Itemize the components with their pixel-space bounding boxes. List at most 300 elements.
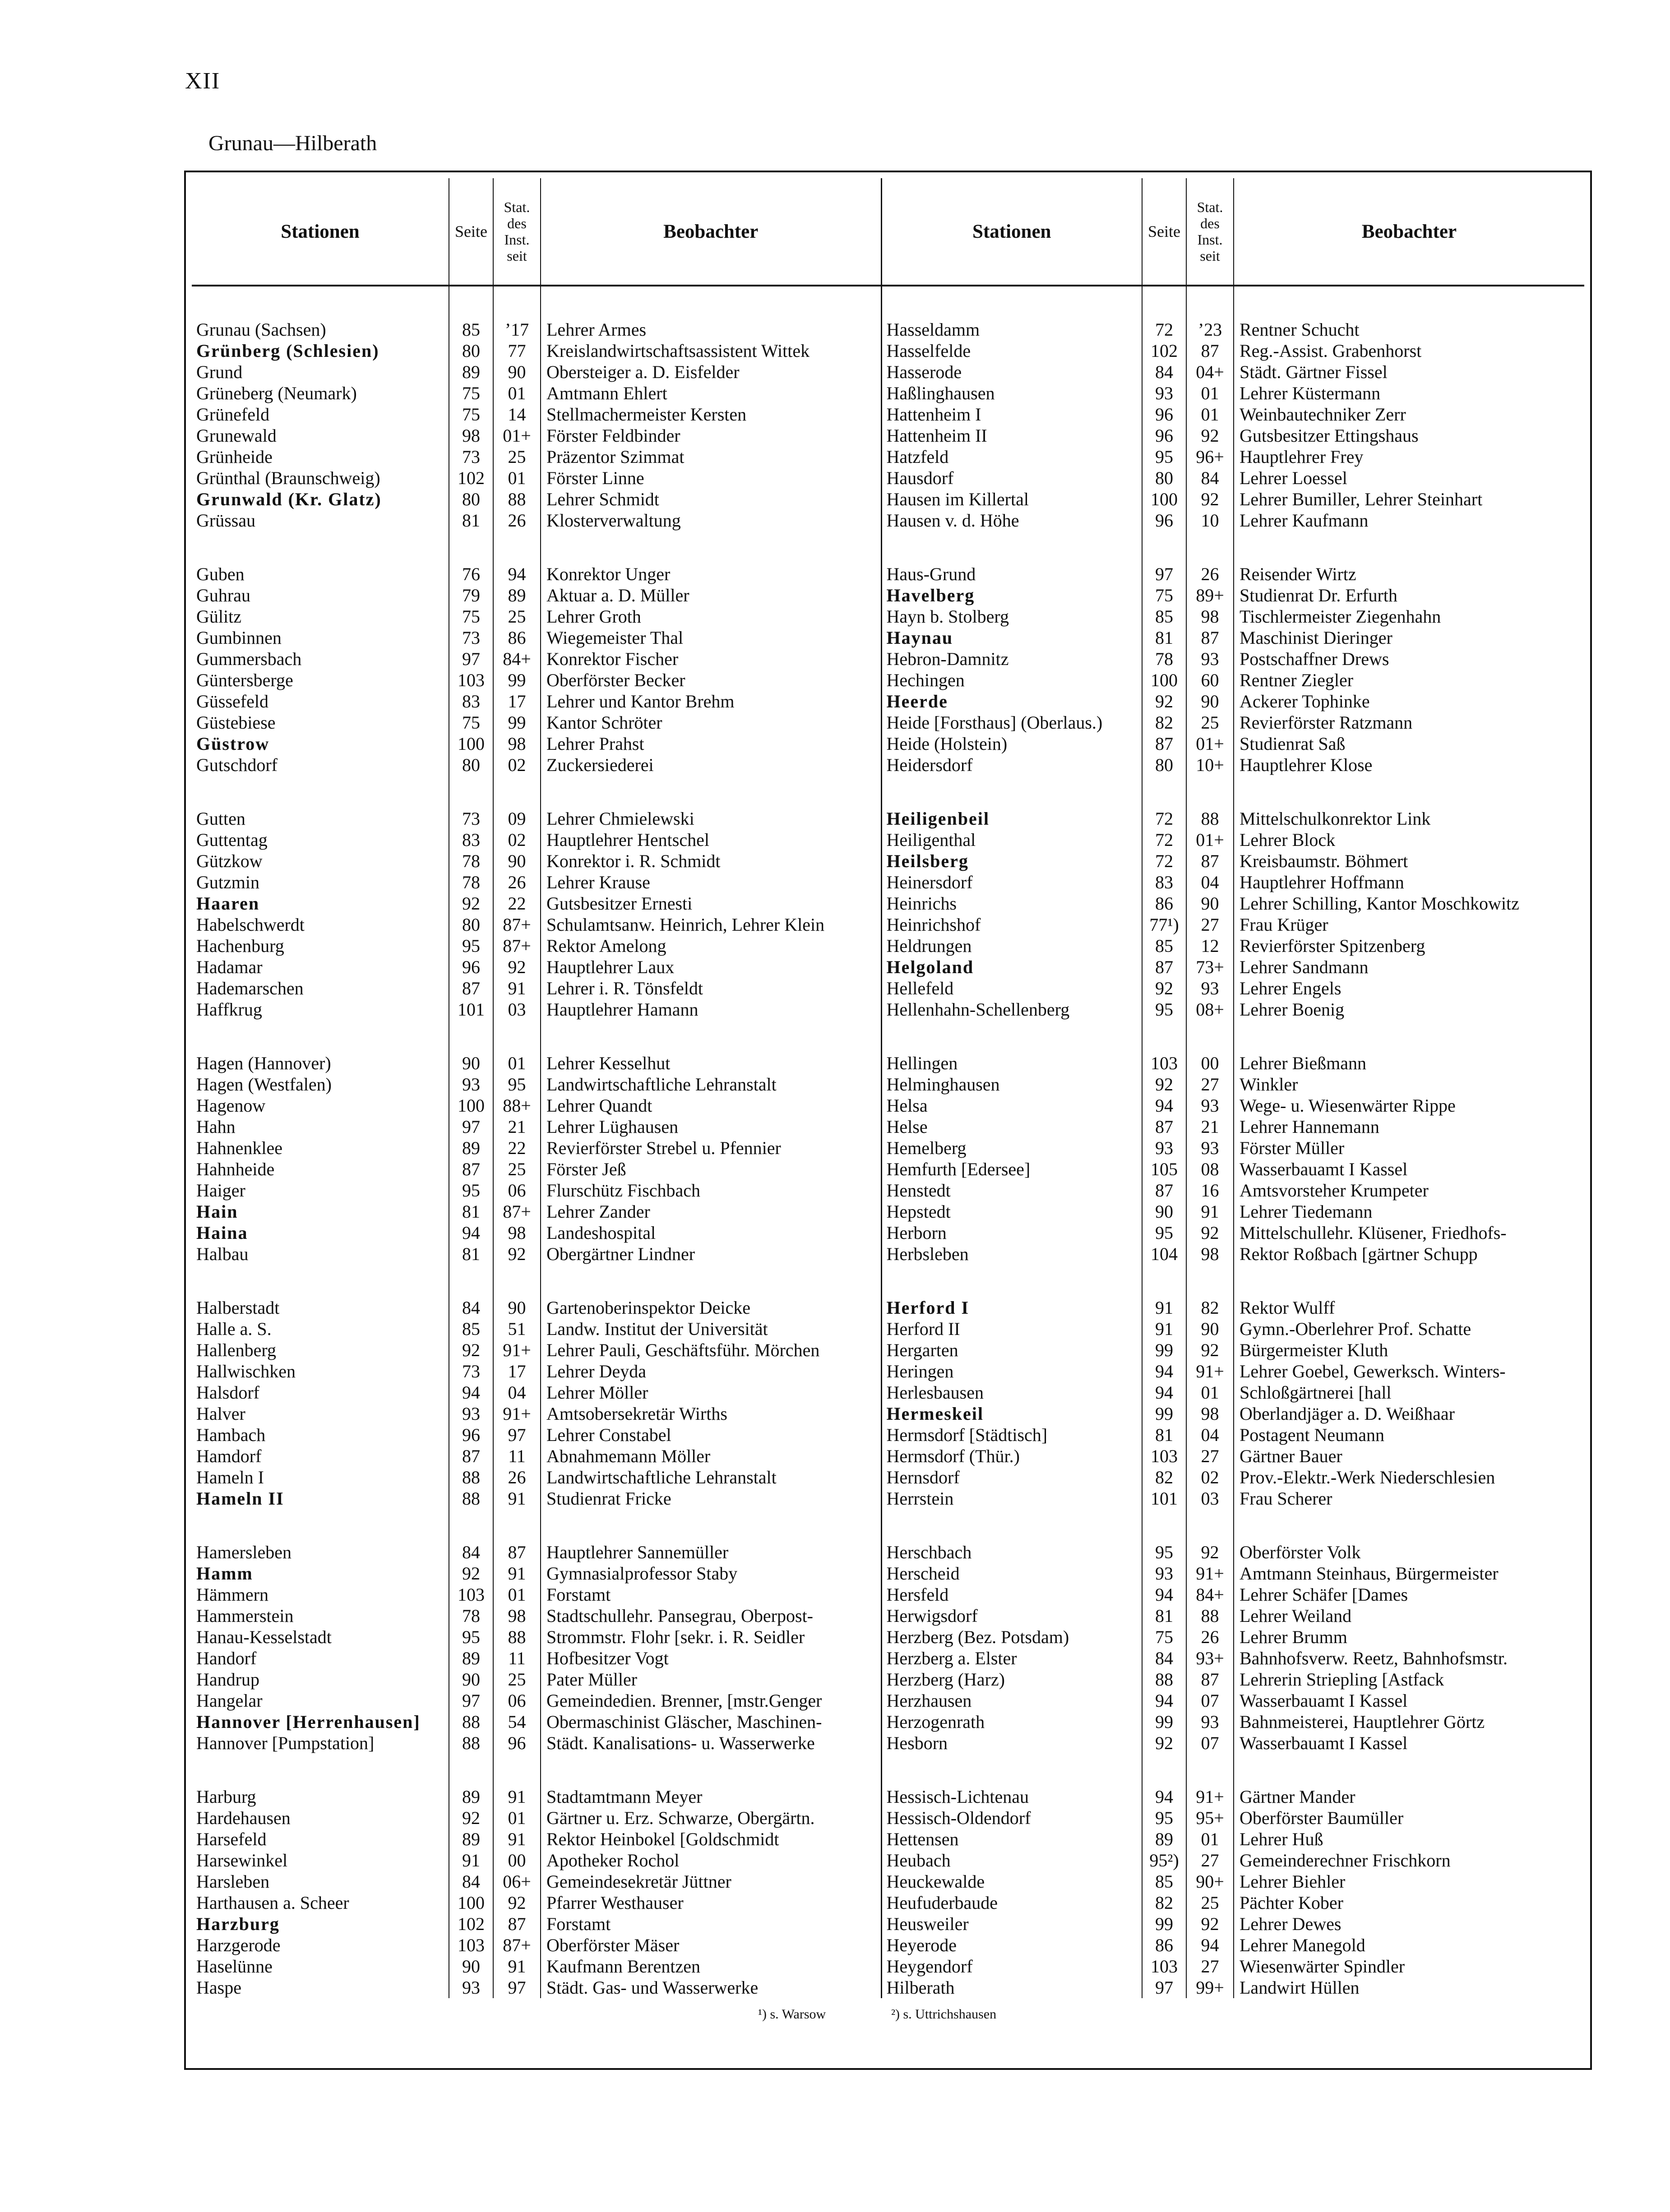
right-page-cell: 100	[1142, 670, 1186, 691]
right-since-cell: 10+	[1186, 754, 1234, 776]
left-station-cell: Hamdorf	[192, 1445, 449, 1467]
left-since-cell: 99	[493, 670, 541, 691]
table-row	[192, 1159, 1584, 1180]
right-since-cell: 93+	[1186, 1648, 1234, 1669]
right-station-cell: Hebron-Damnitz	[881, 648, 1142, 670]
right-observer-cell: Lehrer Dewes	[1240, 1914, 1342, 1934]
left-page-cell: 92	[449, 1563, 493, 1584]
block-gap-row	[192, 1020, 1584, 1053]
left-since-cell: 87	[493, 1542, 541, 1563]
right-since-cell: 87	[1186, 627, 1234, 648]
table-row	[192, 1563, 1584, 1584]
left-page-cell: 89	[449, 1829, 493, 1850]
right-since-cell: 93	[1186, 648, 1234, 670]
left-page-cell: 89	[449, 361, 493, 383]
left-observer-cell: Lehrer Lüghausen	[541, 1116, 881, 1137]
right-station-cell: Herford I	[881, 1297, 1142, 1318]
left-station-cell: Halsdorf	[192, 1382, 449, 1403]
table-row	[192, 404, 1584, 425]
left-since-cell: 26	[493, 1467, 541, 1488]
table-row	[192, 1850, 1584, 1871]
right-station-cell: Heide (Holstein)	[881, 733, 1142, 754]
left-station-cell: Hadamar	[192, 956, 449, 978]
right-since-cell: 26	[1186, 563, 1234, 585]
left-since-cell: 92	[493, 1243, 541, 1265]
right-since-cell: 02	[1186, 1467, 1234, 1488]
table-row	[192, 1711, 1584, 1732]
right-page-cell: 72	[1142, 850, 1186, 872]
table-row	[192, 1807, 1584, 1829]
right-station-cell: Hattenheim II	[881, 425, 1142, 446]
left-page-cell: 94	[449, 1382, 493, 1403]
right-station-cell: Herzhausen	[881, 1690, 1142, 1711]
right-observer-cell: Mittelschullehr. Klüsener, Friedhofs-	[1240, 1223, 1507, 1243]
right-observer-cell: Lehrer Kaufmann	[1240, 510, 1369, 531]
right-observer-cell: Maschinist Dieringer	[1240, 628, 1392, 648]
right-since-cell: 25	[1186, 712, 1234, 733]
right-page-cell: 97	[1142, 1977, 1186, 1998]
right-since-cell: 98	[1186, 606, 1234, 627]
right-page-cell: 80	[1142, 754, 1186, 776]
left-page-cell: 84	[449, 1297, 493, 1318]
left-since-cell: 06	[493, 1690, 541, 1711]
left-page-cell: 94	[449, 1222, 493, 1243]
right-station-cell: Haus-Grund	[881, 563, 1142, 585]
left-page-cell: 87	[449, 1159, 493, 1180]
left-page-cell: 80	[449, 489, 493, 510]
left-station-cell: Hannover [Pumpstation]	[192, 1732, 449, 1754]
left-station-cell: Güstebiese	[192, 712, 449, 733]
right-page-cell: 87	[1142, 1180, 1186, 1201]
left-station-cell: Grünheide	[192, 446, 449, 467]
left-page-cell: 101	[449, 999, 493, 1020]
left-observer-cell: Studienrat Fricke	[541, 1488, 881, 1509]
left-observer-cell: Revierförster Strebel u. Pfennier	[541, 1137, 881, 1159]
right-station-cell: Heinrichshof	[881, 914, 1142, 935]
left-since-cell: 06	[493, 1180, 541, 1201]
right-observer-cell: Rentner Schucht	[1240, 319, 1360, 340]
left-station-cell: Güntersberge	[192, 670, 449, 691]
right-observer-cell: Wasserbauamt I Kassel	[1240, 1690, 1408, 1711]
left-since-cell: 98	[493, 1605, 541, 1626]
left-page-cell: 100	[449, 1892, 493, 1913]
right-station-cell: Herlesbausen	[881, 1382, 1142, 1403]
right-since-cell: 92	[1186, 1222, 1234, 1243]
left-observer-cell: Gartenoberinspektor Deicke	[541, 1297, 881, 1318]
left-observer-cell: Aktuar a. D. Müller	[541, 585, 881, 606]
header-observer-left: Beobachter	[541, 178, 881, 286]
right-observer-cell: Amtmann Steinhaus, Bürgermeister	[1240, 1563, 1499, 1584]
left-since-cell: 91+	[493, 1403, 541, 1424]
right-station-cell: Heygendorf	[881, 1956, 1142, 1977]
right-observer-cell: Oberförster Baumüller	[1240, 1808, 1404, 1828]
right-page-cell: 86	[1142, 1935, 1186, 1956]
right-station-cell: Hausen v. d. Höhe	[881, 510, 1142, 531]
right-since-cell: 21	[1186, 1116, 1234, 1137]
left-since-cell: 98	[493, 733, 541, 754]
left-observer-cell: Lehrer Krause	[541, 872, 881, 893]
right-observer-cell: Gärtner Bauer	[1240, 1446, 1342, 1466]
left-page-cell: 87	[449, 978, 493, 999]
left-station-cell: Haselünne	[192, 1956, 449, 1977]
table-row	[192, 1913, 1584, 1935]
right-page-cell: 99	[1142, 1339, 1186, 1361]
right-station-cell: Hersfeld	[881, 1584, 1142, 1605]
left-page-cell: 91	[449, 1850, 493, 1871]
left-observer-cell: Lehrer Armes	[541, 319, 881, 340]
left-station-cell: Habelschwerdt	[192, 914, 449, 935]
left-station-cell: Hain	[192, 1201, 449, 1222]
left-page-cell: 89	[449, 1786, 493, 1807]
running-head: Grunau—Hilberath	[208, 131, 377, 155]
right-page-cell: 93	[1142, 1563, 1186, 1584]
right-observer-cell: Städt. Gärtner Fissel	[1240, 362, 1388, 382]
right-page-cell: 82	[1142, 1892, 1186, 1913]
right-since-cell: 10	[1186, 510, 1234, 531]
table-row	[192, 383, 1584, 404]
left-since-cell: 88	[493, 489, 541, 510]
left-station-cell: Hannover [Herrenhausen]	[192, 1711, 449, 1732]
left-station-cell: Hallwischken	[192, 1361, 449, 1382]
left-observer-cell: Förster Jeß	[541, 1159, 881, 1180]
left-page-cell: 95	[449, 1180, 493, 1201]
right-page-cell: 84	[1142, 361, 1186, 383]
left-station-cell: Gülitz	[192, 606, 449, 627]
table-row	[192, 1669, 1584, 1690]
block-gap-row	[192, 1754, 1584, 1786]
right-observer-cell: Winkler	[1240, 1074, 1298, 1094]
left-since-cell: 04	[493, 1382, 541, 1403]
right-station-cell: Heufuderbaude	[881, 1892, 1142, 1913]
right-page-cell: 72	[1142, 319, 1186, 340]
right-page-cell: 85	[1142, 935, 1186, 956]
left-observer-cell: Lehrer Constabel	[541, 1424, 881, 1445]
left-station-cell: Harsewinkel	[192, 1850, 449, 1871]
right-page-cell: 95	[1142, 446, 1186, 467]
right-page-cell: 99	[1142, 1711, 1186, 1732]
table-row	[192, 935, 1584, 956]
left-page-cell: 93	[449, 1403, 493, 1424]
left-page-cell: 80	[449, 340, 493, 361]
left-station-cell: Hallenberg	[192, 1339, 449, 1361]
left-page-cell: 75	[449, 606, 493, 627]
right-page-cell: 92	[1142, 978, 1186, 999]
left-since-cell: 77	[493, 340, 541, 361]
right-page-cell: 94	[1142, 1786, 1186, 1807]
left-station-cell: Hardehausen	[192, 1807, 449, 1829]
table-row	[192, 563, 1584, 585]
right-observer-cell: Wasserbauamt I Kassel	[1240, 1159, 1408, 1179]
left-page-cell: 90	[449, 1669, 493, 1690]
left-observer-cell: Kreislandwirtschaftsassistent Wittek	[541, 340, 881, 361]
left-observer-cell: Klosterverwaltung	[541, 510, 881, 531]
table-row	[192, 712, 1584, 733]
left-since-cell: 21	[493, 1116, 541, 1137]
right-station-cell: Helsa	[881, 1095, 1142, 1116]
right-station-cell: Heide [Forsthaus] (Oberlaus.)	[881, 712, 1142, 733]
left-observer-cell: Hauptlehrer Hamann	[541, 999, 881, 1020]
left-station-cell: Gutschdorf	[192, 754, 449, 776]
right-station-cell: Hepstedt	[881, 1201, 1142, 1222]
left-observer-cell: Förster Linne	[541, 467, 881, 489]
table-row	[192, 606, 1584, 627]
right-observer-cell: Lehrer Tiedemann	[1240, 1201, 1373, 1222]
left-page-cell: 78	[449, 850, 493, 872]
left-station-cell: Hahn	[192, 1116, 449, 1137]
right-observer-cell: Förster Müller	[1240, 1138, 1345, 1158]
left-since-cell: 99	[493, 712, 541, 733]
block-gap-row	[192, 1265, 1584, 1297]
table-row	[192, 585, 1584, 606]
left-page-cell: 81	[449, 1201, 493, 1222]
right-page-cell: 102	[1142, 340, 1186, 361]
left-observer-cell: Lehrer Prahst	[541, 733, 881, 754]
right-page-cell: 99	[1142, 1403, 1186, 1424]
table-row	[192, 1467, 1584, 1488]
left-page-cell: 83	[449, 691, 493, 712]
left-station-cell: Hagen (Westfalen)	[192, 1074, 449, 1095]
left-since-cell: 88+	[493, 1095, 541, 1116]
left-station-cell: Haffkrug	[192, 999, 449, 1020]
right-since-cell: 93	[1186, 1095, 1234, 1116]
right-station-cell: Hesborn	[881, 1732, 1142, 1754]
left-station-cell: Grünberg (Schlesien)	[192, 340, 449, 361]
right-station-cell: Herbsleben	[881, 1243, 1142, 1265]
left-page-cell: 96	[449, 1424, 493, 1445]
right-station-cell: Hessisch-Oldendorf	[881, 1807, 1142, 1829]
left-observer-cell: Amtsobersekretär Wirths	[541, 1403, 881, 1424]
right-since-cell: 91	[1186, 1201, 1234, 1222]
right-page-cell: 77¹)	[1142, 914, 1186, 935]
left-since-cell: 95	[493, 1074, 541, 1095]
right-since-cell: 90+	[1186, 1871, 1234, 1892]
right-since-cell: 12	[1186, 935, 1234, 956]
table-row	[192, 1690, 1584, 1711]
right-station-cell: Herwigsdorf	[881, 1605, 1142, 1626]
right-since-cell: 01	[1186, 1829, 1234, 1850]
right-page-cell: 72	[1142, 829, 1186, 850]
right-since-cell: 93	[1186, 1137, 1234, 1159]
right-observer-cell: Oberlandjäger a. D. Weißhaar	[1240, 1404, 1455, 1424]
left-page-cell: 103	[449, 1935, 493, 1956]
header-observer-right: Beobachter	[1234, 178, 1584, 286]
left-observer-cell: Flurschütz Fischbach	[541, 1180, 881, 1201]
left-since-cell: 98	[493, 1222, 541, 1243]
right-station-cell: Herzogenrath	[881, 1711, 1142, 1732]
left-since-cell: 01+	[493, 425, 541, 446]
table-row	[192, 1488, 1584, 1509]
left-since-cell: 06+	[493, 1871, 541, 1892]
right-since-cell: 91+	[1186, 1786, 1234, 1807]
right-observer-cell: Rentner Ziegler	[1240, 670, 1354, 690]
right-since-cell: 98	[1186, 1243, 1234, 1265]
right-since-cell: 95+	[1186, 1807, 1234, 1829]
left-page-cell: 83	[449, 829, 493, 850]
table-row	[192, 808, 1584, 829]
table-row	[192, 361, 1584, 383]
table-row	[192, 1605, 1584, 1626]
left-station-cell: Haaren	[192, 893, 449, 914]
left-observer-cell: Kaufmann Berentzen	[541, 1956, 881, 1977]
left-page-cell: 81	[449, 510, 493, 531]
left-page-cell: 73	[449, 808, 493, 829]
header-page-right: Seite	[1142, 178, 1186, 286]
left-page-cell: 85	[449, 1318, 493, 1339]
right-observer-cell: Lehrer Huß	[1240, 1829, 1323, 1849]
left-observer-cell: Gärtner u. Erz. Schwarze, Obergärtn.	[541, 1807, 881, 1829]
right-page-cell: 81	[1142, 627, 1186, 648]
block-gap-row	[192, 1509, 1584, 1542]
right-station-cell: Hasserode	[881, 361, 1142, 383]
right-page-cell: 78	[1142, 648, 1186, 670]
left-since-cell: 90	[493, 850, 541, 872]
table-row	[192, 648, 1584, 670]
right-observer-cell: Bürgermeister Kluth	[1240, 1340, 1388, 1360]
right-station-cell: Heinrichs	[881, 893, 1142, 914]
right-observer-cell: Hauptlehrer Frey	[1240, 447, 1364, 467]
left-observer-cell: Lehrer Pauli, Geschäftsführ. Mörchen	[541, 1339, 881, 1361]
left-since-cell: 91	[493, 978, 541, 999]
right-page-cell: 92	[1142, 1074, 1186, 1095]
right-page-cell: 96	[1142, 404, 1186, 425]
left-page-cell: 78	[449, 1605, 493, 1626]
left-since-cell: 01	[493, 1807, 541, 1829]
right-station-cell: Hermsdorf (Thür.)	[881, 1445, 1142, 1467]
left-observer-cell: Rektor Heinbokel [Goldschmidt	[541, 1829, 881, 1850]
right-since-cell: 93	[1186, 1711, 1234, 1732]
right-station-cell: Hausdorf	[881, 467, 1142, 489]
left-station-cell: Hameln I	[192, 1467, 449, 1488]
right-station-cell: Hellenhahn-Schellenberg	[881, 999, 1142, 1020]
left-station-cell: Harzgerode	[192, 1935, 449, 1956]
left-observer-cell: Lehrer und Kantor Brehm	[541, 691, 881, 712]
left-observer-cell: Lehrer Deyda	[541, 1361, 881, 1382]
table-row	[192, 1318, 1584, 1339]
right-observer-cell: Hauptlehrer Klose	[1240, 755, 1373, 775]
left-station-cell: Güssefeld	[192, 691, 449, 712]
left-observer-cell: Lehrer Groth	[541, 606, 881, 627]
table-row	[192, 1095, 1584, 1116]
left-station-cell: Hahnheide	[192, 1159, 449, 1180]
left-observer-cell: Lehrer Möller	[541, 1382, 881, 1403]
right-observer-cell: Lehrer Küstermann	[1240, 383, 1381, 403]
table-row	[192, 1977, 1584, 1998]
right-observer-cell: Postschaffner Drews	[1240, 649, 1389, 669]
left-since-cell: 17	[493, 1361, 541, 1382]
left-observer-cell: Landwirtschaftliche Lehranstalt	[541, 1467, 881, 1488]
left-since-cell: 89	[493, 585, 541, 606]
left-station-cell: Hangelar	[192, 1690, 449, 1711]
table-row	[192, 1116, 1584, 1137]
table-row	[192, 340, 1584, 361]
right-station-cell: Heiligenbeil	[881, 808, 1142, 829]
right-observer-cell: Lehrer Bumiller, Lehrer Steinhart	[1240, 489, 1483, 509]
right-since-cell: 16	[1186, 1180, 1234, 1201]
table-row	[192, 1074, 1584, 1095]
left-station-cell: Guben	[192, 563, 449, 585]
left-since-cell: 02	[493, 829, 541, 850]
right-observer-cell: Lehrer Goebel, Gewerksch. Winters-	[1240, 1361, 1506, 1381]
right-observer-cell: Reisender Wirtz	[1240, 564, 1356, 584]
right-page-cell: 97	[1142, 563, 1186, 585]
header-stations-left: Stationen	[192, 178, 449, 286]
left-page-cell: 73	[449, 446, 493, 467]
right-station-cell: Hergarten	[881, 1339, 1142, 1361]
right-since-cell: 01	[1186, 404, 1234, 425]
right-since-cell: 88	[1186, 1605, 1234, 1626]
left-station-cell: Gumbinnen	[192, 627, 449, 648]
right-observer-cell: Lehrer Schäfer [Dames	[1240, 1584, 1408, 1605]
right-page-cell: 85	[1142, 1871, 1186, 1892]
left-observer-cell: Kantor Schröter	[541, 712, 881, 733]
left-page-cell: 80	[449, 754, 493, 776]
table-row	[192, 1297, 1584, 1318]
left-since-cell: 11	[493, 1445, 541, 1467]
left-since-cell: 91	[493, 1829, 541, 1850]
left-observer-cell: Konrektor i. R. Schmidt	[541, 850, 881, 872]
right-page-cell: 93	[1142, 383, 1186, 404]
table-row	[192, 670, 1584, 691]
left-station-cell: Grunewald	[192, 425, 449, 446]
table-row	[192, 1361, 1584, 1382]
left-observer-cell: Obergärtner Lindner	[541, 1243, 881, 1265]
header-page-left: Seite	[449, 178, 493, 286]
right-since-cell: 82	[1186, 1297, 1234, 1318]
right-page-cell: 82	[1142, 712, 1186, 733]
right-since-cell: 99+	[1186, 1977, 1234, 1998]
left-since-cell: 90	[493, 361, 541, 383]
left-station-cell: Hamm	[192, 1563, 449, 1584]
left-since-cell: 25	[493, 1159, 541, 1180]
right-since-cell: 04+	[1186, 361, 1234, 383]
left-since-cell: 25	[493, 1669, 541, 1690]
left-observer-cell: Gemeindesekretär Jüttner	[541, 1871, 881, 1892]
left-station-cell: Güstrow	[192, 733, 449, 754]
right-page-cell: 90	[1142, 1201, 1186, 1222]
left-observer-cell: Landwirtschaftliche Lehranstalt	[541, 1074, 881, 1095]
left-observer-cell: Obersteiger a. D. Eisfelder	[541, 361, 881, 383]
left-page-cell: 93	[449, 1074, 493, 1095]
left-since-cell: 26	[493, 872, 541, 893]
right-observer-cell: Revierförster Ratzmann	[1240, 712, 1413, 733]
left-station-cell: Handorf	[192, 1648, 449, 1669]
left-since-cell: 90	[493, 1297, 541, 1318]
right-observer-cell: Wasserbauamt I Kassel	[1240, 1733, 1408, 1753]
left-since-cell: 87+	[493, 1201, 541, 1222]
table-row	[192, 1201, 1584, 1222]
right-page-cell: 75	[1142, 585, 1186, 606]
right-since-cell: 90	[1186, 691, 1234, 712]
right-station-cell: Hellefeld	[881, 978, 1142, 999]
right-station-cell: Hernsdorf	[881, 1467, 1142, 1488]
left-observer-cell: Stadtschullehr. Pansegrau, Oberpost-	[541, 1605, 881, 1626]
block-gap-row	[192, 776, 1584, 808]
left-station-cell: Hambach	[192, 1424, 449, 1445]
left-station-cell: Hagenow	[192, 1095, 449, 1116]
right-observer-cell: Bahnmeisterei, Hauptlehrer Görtz	[1240, 1712, 1485, 1732]
top-spacer-row	[192, 286, 1584, 319]
left-observer-cell: Zuckersiederei	[541, 754, 881, 776]
left-observer-cell: Pater Müller	[541, 1669, 881, 1690]
left-observer-cell: Stadtamtmann Meyer	[541, 1786, 881, 1807]
left-station-cell: Harzburg	[192, 1913, 449, 1935]
table-row	[192, 1935, 1584, 1956]
left-page-cell: 95	[449, 1626, 493, 1648]
left-since-cell: 51	[493, 1318, 541, 1339]
right-observer-cell: Lehrer Loessel	[1240, 468, 1347, 488]
right-observer-cell: Revierförster Spitzenberg	[1240, 936, 1425, 956]
right-since-cell: 90	[1186, 893, 1234, 914]
